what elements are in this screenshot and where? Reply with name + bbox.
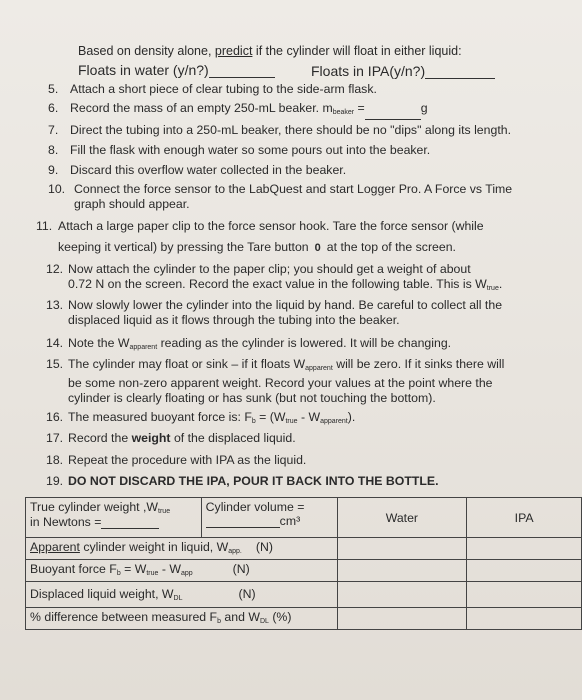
step-13: 13. Now slowly lower the cylinder into the liquid by hand. Be careful to collect all the displaced liquid as it flows through the tubing into the beaker. xyxy=(46,298,503,327)
predict-word: predict xyxy=(214,44,253,58)
step-16: 16. The measured buoyant force is: $F_b = (W_{true} - W_{apparent})$. xyxy=(46,410,356,425)
step-7: 7. Direct the tubing into a 250-mL beaker, there should be no "dips" along its length. xyxy=(48,123,511,137)
step-8: 8. Fill the flask with enough water so some pours out into the beaker. xyxy=(48,143,431,157)
step-14: 14. Note the $W_{apparent}$ reading as the cylinder is lowered. It will be changing. xyxy=(46,336,452,351)
floats-ipa-prompt: Floats in IPA(y/n?) xyxy=(311,62,495,79)
tare-button-icon: 0 xyxy=(314,242,321,254)
displaced-weight-label: Displaced liquid weight, $W_{DL}$ (N) xyxy=(26,582,338,608)
step-10: 10. Connect the force sensor to the LabQuest and start Logger Pro. A Force vs Time graph should appear. xyxy=(48,182,513,211)
column-header-ipa: IPA xyxy=(467,498,582,538)
table-row xyxy=(26,608,582,630)
apparent-weight-water-cell[interactable] xyxy=(337,538,467,560)
results-table xyxy=(25,497,582,630)
apparent-weight-label: Apparent cylinder weight in liquid, $W_{app.}$ (N) xyxy=(26,538,338,560)
percent-difference-water-cell[interactable] xyxy=(337,608,467,630)
floats-water-prompt: Floats in water (y/n?) xyxy=(78,62,275,78)
table-row xyxy=(26,538,582,560)
buoyant-force-label: Buoyant force $F_b = W_{true} - W_{app}$ (N) xyxy=(26,560,338,582)
displaced-weight-water-cell[interactable] xyxy=(337,582,467,608)
step-9: 9. Discard this overflow water collected in the beaker. xyxy=(48,163,347,177)
displaced-weight-ipa-cell[interactable] xyxy=(467,582,582,608)
step-18: 18. Repeat the procedure with IPA as the liquid. xyxy=(46,453,307,467)
percent-difference-ipa-cell[interactable] xyxy=(467,608,582,630)
step-12: 12. Now attach the cylinder to the paper clip; you should get a weight of about 0.72 N on the screen. Record the exact value in the following table. This is $W_{true}$. xyxy=(46,262,503,292)
buoyant-force-water-cell[interactable] xyxy=(337,560,467,582)
step-11: 11. Attach a large paper clip to the force sensor hook. Tare the force sensor (while keeping it vertical) by pressing the Tare button 0 at the top of the screen. xyxy=(36,219,484,254)
step-17: 17. Record the weight of the displaced liquid. xyxy=(46,431,296,445)
step-6: 6. Record the mass of an empty 250-mL beaker. $m_{beaker} = g$ xyxy=(48,101,428,120)
buoyant-force-ipa-cell[interactable] xyxy=(467,560,582,582)
step-15: 15. The cylinder may float or sink – if it floats $W_{apparent}$ will be zero. If it sinks there will be some non-zero apparent weight. Record your values at the point where the cylinder is clearly floating or has sunk (but not touching the bottom). xyxy=(46,357,505,405)
true-weight-cell[interactable]: True cylinder weight $,W_{true}$ in Newtons = xyxy=(26,498,202,538)
floats-water-blank[interactable] xyxy=(209,63,275,78)
table-row xyxy=(26,498,582,538)
table-row xyxy=(26,582,582,608)
cylinder-volume-cell[interactable]: Cylinder volume = cm³ xyxy=(201,498,337,538)
step-5: 5. Attach a short piece of clear tubing to the side-arm flask. xyxy=(48,82,377,96)
percent-difference-label: % difference between measured $F_b$ and $W_{DL}$ (%) xyxy=(26,608,338,630)
apparent-weight-ipa-cell[interactable] xyxy=(467,538,582,560)
step-19: 19. DO NOT DISCARD THE IPA, POUR IT BACK INTO THE BOTTLE. xyxy=(46,474,439,488)
beaker-mass-blank[interactable] xyxy=(365,107,421,120)
unit-g: g xyxy=(420,101,428,115)
column-header-water: Water xyxy=(337,498,467,538)
intro-line: Based on density alone, predict if the cylinder will float in either liquid: xyxy=(78,44,462,58)
floats-ipa-blank[interactable] xyxy=(425,62,495,79)
table-row xyxy=(26,560,582,582)
